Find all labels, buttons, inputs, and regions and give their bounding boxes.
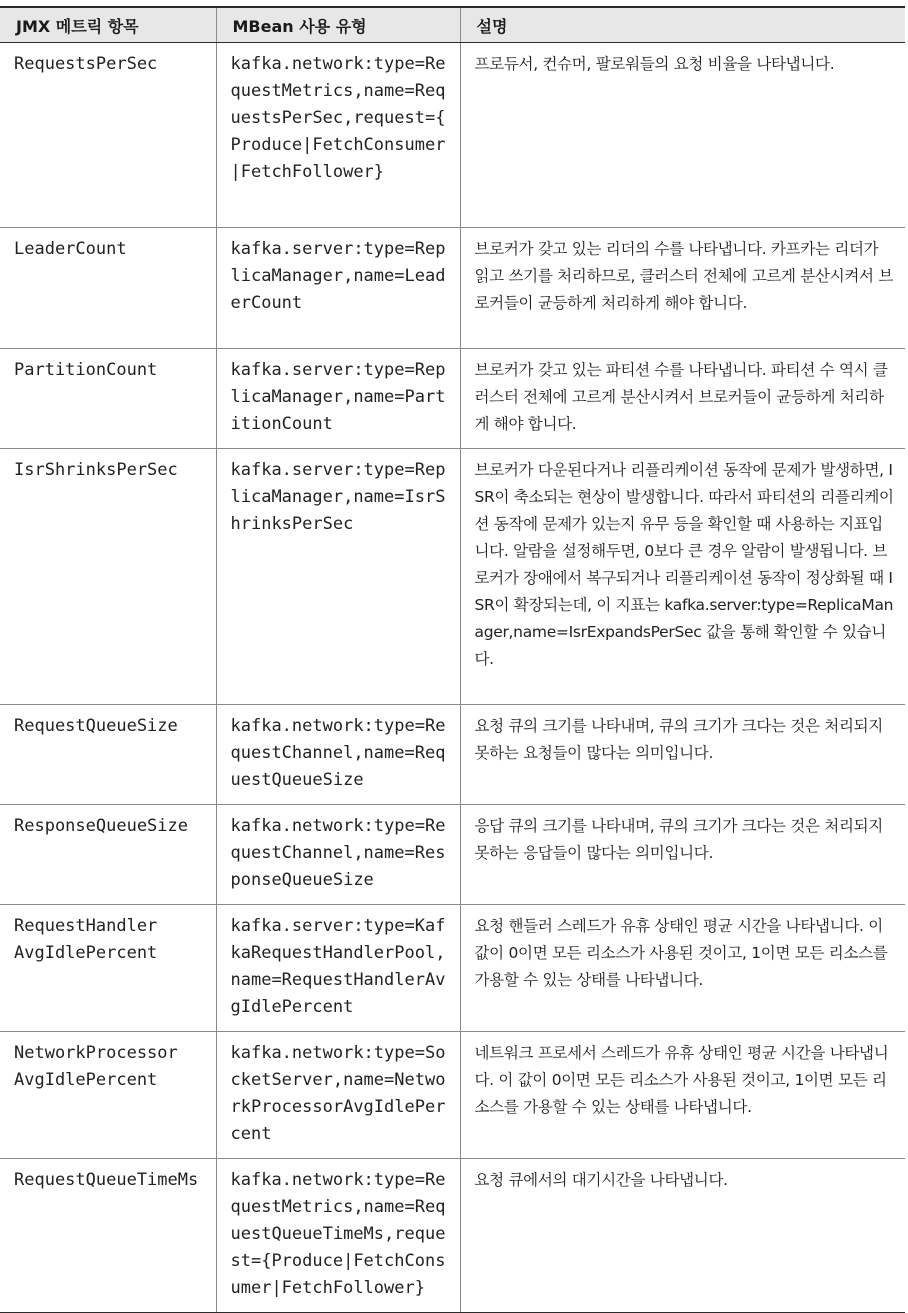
table-header-row	[0, 7, 905, 43]
mbean-type: kafka.network:type=Re questMetrics,name=Req uestsPerSec,request={ Produce|FetchConsumer |FetchFollower}	[216, 43, 460, 228]
mbean-type: kafka.server:type=Rep licaManager,name=IsrS hrinksPerSec	[216, 449, 460, 705]
metric-description: 프로듀서, 컨슈머, 팔로워들의 요청 비율을 나타냅니다.	[460, 43, 905, 228]
header-metric: JMX 메트릭 항목	[0, 7, 216, 43]
table-row	[0, 349, 905, 449]
table-row	[0, 905, 905, 1032]
table-row	[0, 1159, 905, 1313]
metric-description: 네트워크 프로세서 스레드가 유휴 상태인 평균 시간을 나타냅니다. 이 값이 0이면 모든 리소스가 사용된 것이고, 1이면 모든 리소스를 가용할 수 있는 상태를 나타냅니다.	[460, 1032, 905, 1159]
metric-description: 브로커가 다운된다거나 리플리케이션 동작에 문제가 발생하면, ISR이 축소되는 현상이 발생합니다. 따라서 파티션의 리플리케이션 동작에 문제가 있는지 유무 등을 확인할 때 사용하는 지표입니다. 알람을 설정해두면, 0보다 큰 경우 알람이 발생됩니다. 브로커가 장애에서 복구되거나 리플리케이션 동작이 정상화될 때 ISR이 확장되는데, 이 지표는 kafka.server:type=ReplicaManager,name=IsrExpandsPerSec 값을 통해 확인할 수 있습니다.	[460, 449, 905, 705]
mbean-type: kafka.network:type=So cketServer,name=Netwo rkProcessorAvgIdlePer cent	[216, 1032, 460, 1159]
mbean-type: kafka.network:type=Re questChannel,name=Req uestQueueSize	[216, 705, 460, 805]
mbean-type: kafka.server:type=Rep licaManager,name=Lead erCount	[216, 228, 460, 349]
table-row	[0, 449, 905, 705]
metric-description: 요청 핸들러 스레드가 유휴 상태인 평균 시간을 나타냅니다. 이 값이 0이면 모든 리소스가 사용된 것이고, 1이면 모든 리소스를 가용할 수 있는 상태를 나타냅니다.	[460, 905, 905, 1032]
table-row	[0, 805, 905, 905]
metric-name: RequestQueueSize	[0, 705, 216, 805]
table-row	[0, 705, 905, 805]
metric-name: ResponseQueueSize	[0, 805, 216, 905]
metric-description: 응답 큐의 크기를 나타내며, 큐의 크기가 크다는 것은 처리되지 못하는 응답들이 많다는 의미입니다.	[460, 805, 905, 905]
metric-name: LeaderCount	[0, 228, 216, 349]
table-row	[0, 1032, 905, 1159]
metric-name: IsrShrinksPerSec	[0, 449, 216, 705]
header-description: 설명	[460, 7, 905, 43]
metric-name: RequestQueueTimeMs	[0, 1159, 216, 1313]
metric-description: 브로커가 갖고 있는 리더의 수를 나타냅니다. 카프카는 리더가 읽고 쓰기를 처리하므로, 클러스터 전체에 고르게 분산시켜서 브로커들이 균등하게 처리하게 해야 합니다.	[460, 228, 905, 349]
jmx-metrics-table	[0, 6, 905, 1313]
header-mbean: MBean 사용 유형	[216, 7, 460, 43]
mbean-type: kafka.network:type=Re questChannel,name=Res ponseQueueSize	[216, 805, 460, 905]
mbean-type: kafka.server:type=Kaf kaRequestHandlerPool, name=RequestHandlerAv gIdlePercent	[216, 905, 460, 1032]
metric-name: PartitionCount	[0, 349, 216, 449]
table-row	[0, 228, 905, 349]
metric-name: RequestsPerSec	[0, 43, 216, 228]
table-row	[0, 43, 905, 228]
metric-name: NetworkProcessor AvgIdlePercent	[0, 1032, 216, 1159]
metric-description: 요청 큐에서의 대기시간을 나타냅니다.	[460, 1159, 905, 1313]
mbean-type: kafka.server:type=Rep licaManager,name=Part itionCount	[216, 349, 460, 449]
metric-description: 브로커가 갖고 있는 파티션 수를 나타냅니다. 파티션 수 역시 클러스터 전체에 고르게 분산시켜서 브로커들이 균등하게 처리하게 해야 합니다.	[460, 349, 905, 449]
metric-description: 요청 큐의 크기를 나타내며, 큐의 크기가 크다는 것은 처리되지 못하는 요청들이 많다는 의미입니다.	[460, 705, 905, 805]
metric-name: RequestHandler AvgIdlePercent	[0, 905, 216, 1032]
mbean-type: kafka.network:type=Re questMetrics,name=Req uestQueueTimeMs,reque st={Produce|FetchCons umer|FetchFollower}	[216, 1159, 460, 1313]
